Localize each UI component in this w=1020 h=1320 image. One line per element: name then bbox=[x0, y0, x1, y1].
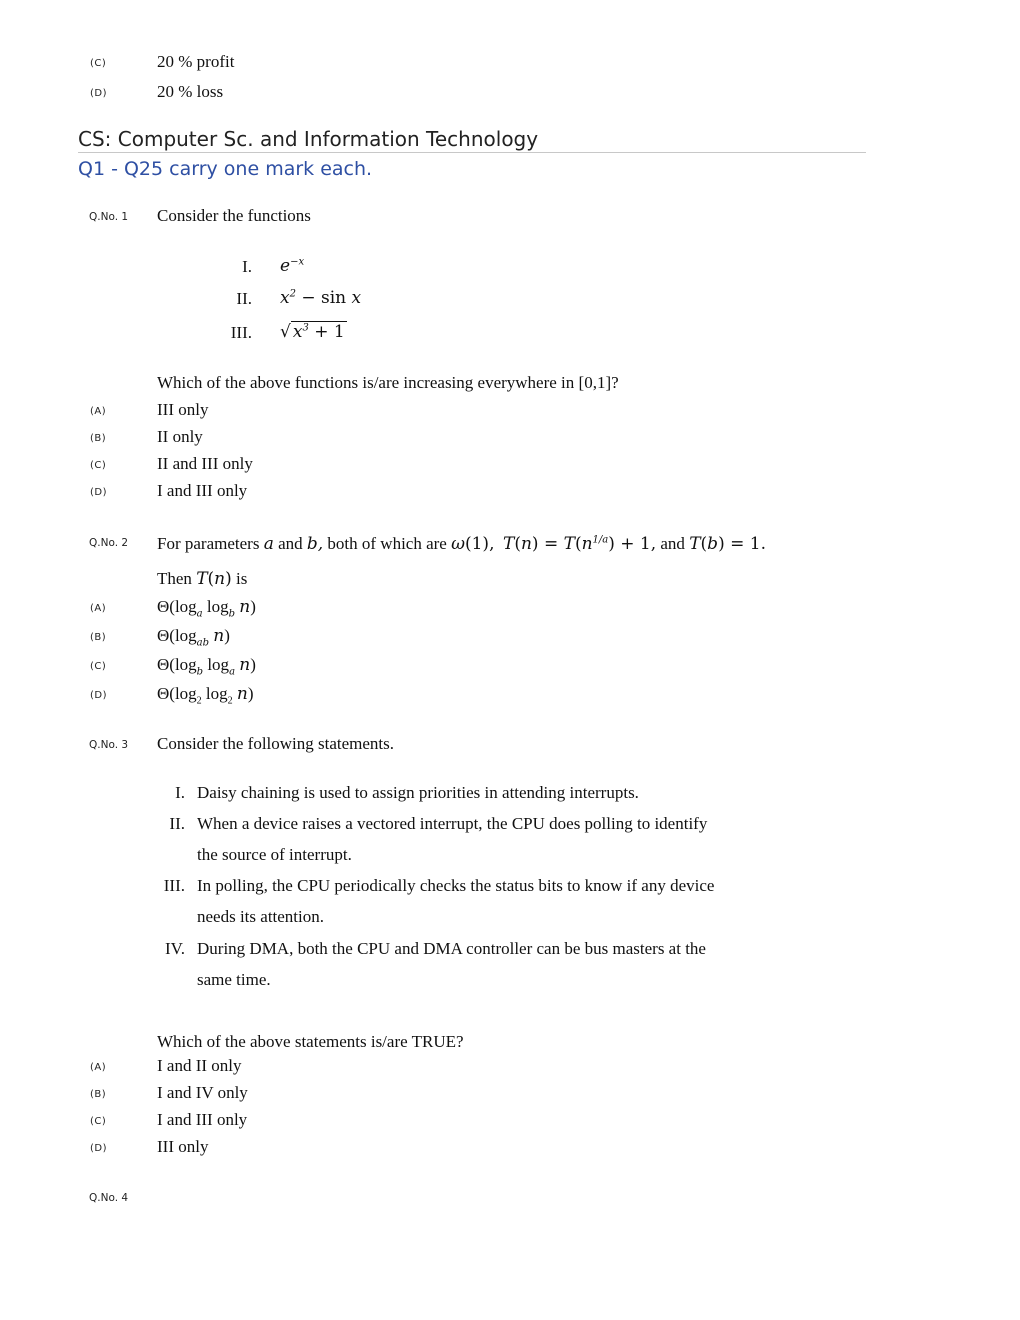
option-c-text: $\Theta(\log_b$ $\log_a n$) bbox=[157, 655, 256, 678]
function-expression: $x^2 - \sin x$ bbox=[280, 288, 362, 308]
stem-text: For parameters bbox=[157, 534, 260, 553]
option-letter: (C) bbox=[90, 58, 107, 69]
stem-text: Then bbox=[157, 569, 192, 588]
question-text: Which of the above functions is/are increasing everywhere in [0,1]? bbox=[157, 373, 619, 392]
question-stem bbox=[157, 534, 766, 554]
option-text: 20 % profit bbox=[157, 52, 235, 71]
statement-text: Daisy chaining is used to assign priorities in attending interrupts. bbox=[197, 783, 639, 802]
option-letter: (B) bbox=[90, 433, 107, 444]
param-b: b, bbox=[306, 534, 324, 554]
option-letter: (B) bbox=[90, 1089, 107, 1100]
option-letter: (D) bbox=[90, 487, 108, 498]
statement-label: I. bbox=[175, 783, 185, 802]
stem-text: is bbox=[236, 569, 248, 588]
option-letter: (A) bbox=[90, 1062, 107, 1073]
stem-text: and bbox=[660, 534, 685, 553]
option-letter: (A) bbox=[90, 603, 107, 614]
base-case-expression: T(b) = 1. bbox=[689, 534, 766, 554]
stem-text: both of which are bbox=[327, 534, 447, 553]
question-stem: Consider the following statements. bbox=[157, 734, 395, 753]
statement-label: IV. bbox=[165, 939, 185, 958]
statement-label: II. bbox=[169, 814, 185, 833]
statement-text: When a device raises a vectored interrupt, the CPU does polling to identify bbox=[197, 814, 708, 833]
statement-text: the source of interrupt. bbox=[197, 845, 352, 864]
question-number: Q.No. 3 bbox=[89, 739, 129, 751]
option-letter: (D) bbox=[90, 1143, 108, 1154]
option-letter: (B) bbox=[90, 632, 107, 643]
option-letter: (C) bbox=[90, 460, 107, 471]
question-number: Q.No. 1 bbox=[89, 211, 129, 223]
option-c-text: II and III only bbox=[157, 454, 253, 473]
function-label: II. bbox=[236, 289, 252, 308]
option-letter: (A) bbox=[90, 406, 107, 417]
function-expression: √ $x^3 + 1$ bbox=[280, 322, 345, 342]
option-letter: (D) bbox=[90, 690, 108, 701]
option-b-text: I and IV only bbox=[157, 1083, 248, 1102]
option-c-text: I and III only bbox=[157, 1110, 248, 1129]
option-letter: (D) bbox=[90, 88, 108, 99]
question-number: Q.No. 2 bbox=[89, 537, 129, 549]
option-a-text: I and II only bbox=[157, 1056, 242, 1075]
option-text: 20 % loss bbox=[157, 82, 224, 101]
recurrence-expression: $T(n) = T(n^{1/a}) + 1$, bbox=[502, 534, 657, 554]
tn-expression: T(n) bbox=[196, 569, 232, 589]
question-stem: Consider the functions bbox=[157, 206, 311, 225]
question-number: Q.No. 4 bbox=[89, 1192, 129, 1204]
function-label: III. bbox=[230, 323, 252, 342]
section-title: CS: Computer Sc. and Information Technology bbox=[78, 127, 539, 151]
statement-text: needs its attention. bbox=[197, 907, 325, 926]
option-d-text: I and III only bbox=[157, 481, 248, 500]
statement-label: III. bbox=[163, 876, 185, 895]
option-b-text: II only bbox=[157, 427, 203, 446]
statement-text: same time. bbox=[197, 970, 271, 989]
option-d-text: $\Theta(\log_2$ $\log_2 n$) bbox=[157, 684, 254, 707]
option-a-text: $\Theta(\log_a$ $\log_b n$) bbox=[157, 597, 256, 620]
param-a: a bbox=[263, 534, 274, 554]
section-subtitle: Q1 - Q25 carry one mark each. bbox=[78, 158, 373, 180]
stem-text: and bbox=[278, 534, 303, 553]
omega-expression: ω(1), bbox=[451, 534, 495, 554]
section-divider bbox=[78, 152, 866, 153]
function-label: I. bbox=[242, 257, 252, 276]
function-expression: $e^{-x}$ bbox=[280, 256, 305, 276]
statement-text: During DMA, both the CPU and DMA controller can be bus masters at the bbox=[197, 939, 706, 958]
option-a-text: III only bbox=[157, 400, 209, 419]
option-d-text: III only bbox=[157, 1137, 209, 1156]
option-letter: (C) bbox=[90, 661, 107, 672]
option-b-text: $\Theta(\log_{ab}$ n) bbox=[157, 626, 230, 649]
option-letter: (C) bbox=[90, 1116, 107, 1127]
statement-text: In polling, the CPU periodically checks the status bits to know if any device bbox=[197, 876, 715, 895]
question-text: Which of the above statements is/are TRUE? bbox=[157, 1032, 464, 1051]
question-then bbox=[157, 569, 247, 589]
